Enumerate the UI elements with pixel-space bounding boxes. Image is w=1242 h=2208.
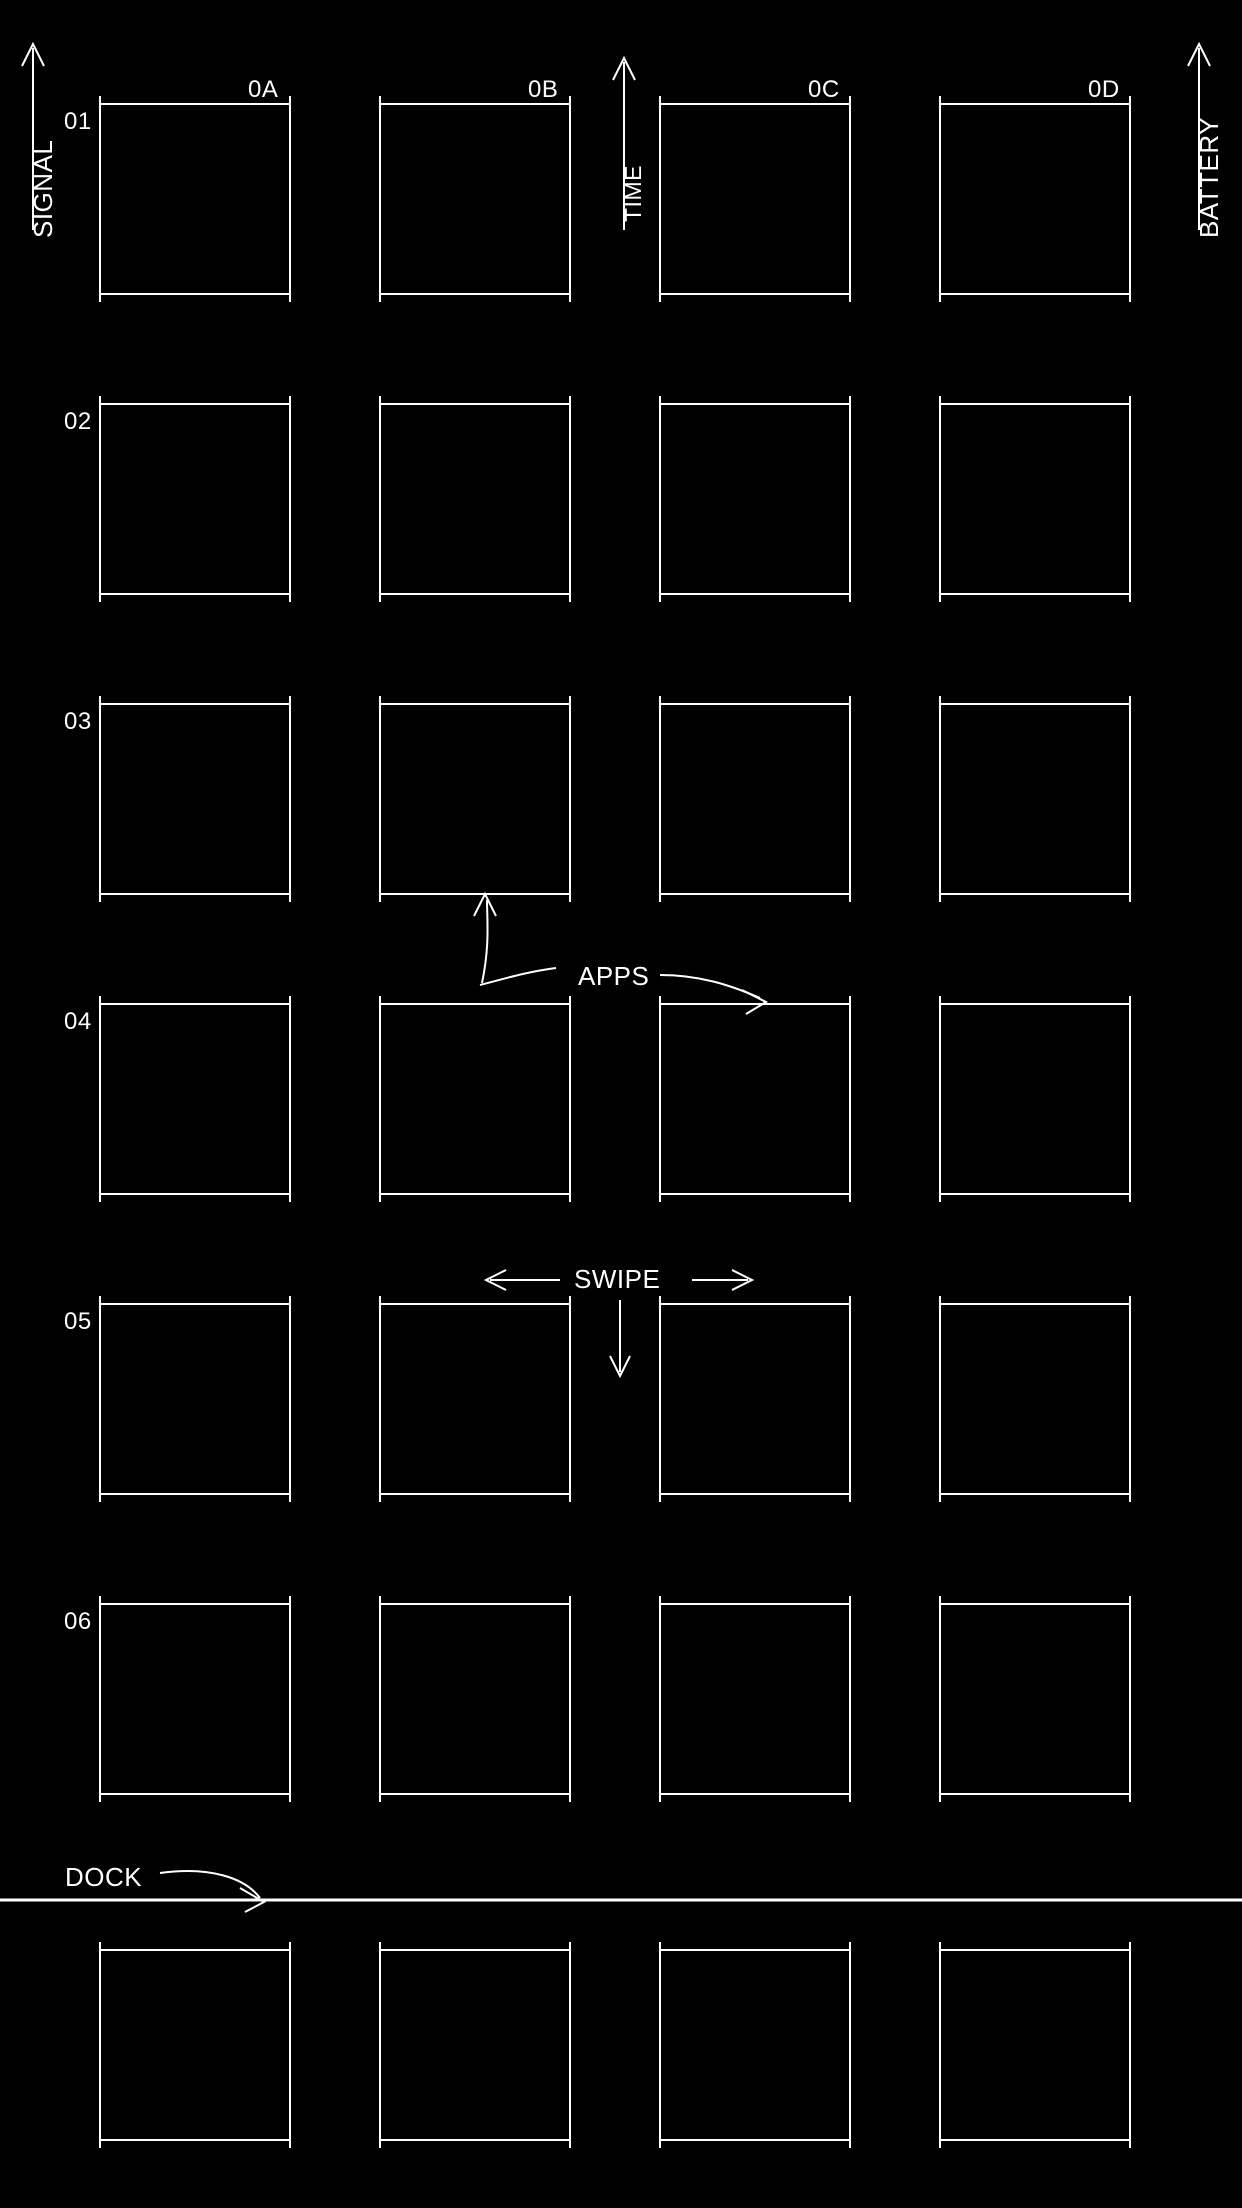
app-slot-03D [940,704,1130,894]
app-slot-06B [380,1604,570,1794]
app-slot-04A [100,1004,290,1194]
app-slot-01C [660,104,850,294]
apps-arrow-left-head [474,894,496,916]
app-slot-05D [940,1304,1130,1494]
row-label-04: 04 [64,1008,92,1035]
dock-slot-3 [660,1950,850,2140]
app-slot-06C [660,1604,850,1794]
dock-slot-4 [940,1950,1130,2140]
app-slot-04B [380,1004,570,1194]
app-slot-03C [660,704,850,894]
app-slot-04D [940,1004,1130,1194]
column-label-0A: 0A [248,76,279,103]
app-slot-03B [380,704,570,894]
dock-annotation-label: DOCK [65,1862,143,1892]
app-slot-02B [380,404,570,594]
time-axis-label: TIME [620,165,646,222]
app-slot-02D [940,404,1130,594]
app-slot-02C [660,404,850,594]
app-slot-01D [940,104,1130,294]
column-label-0D: 0D [1088,76,1120,103]
app-slot-04C [660,1004,850,1194]
app-slot-05B [380,1304,570,1494]
row-label-06: 06 [64,1608,92,1635]
swipe-annotation-label: SWIPE [574,1264,661,1294]
app-slot-01B [380,104,570,294]
row-label-03: 03 [64,708,92,735]
app-slot-05A [100,1304,290,1494]
app-slot-06A [100,1604,290,1794]
dock-slot-1 [100,1950,290,2140]
app-slot-02A [100,404,290,594]
apps-arrow-right-head [742,990,766,1014]
battery-axis-label: BATTERY [1194,116,1224,238]
app-slot-01A [100,104,290,294]
row-label-01: 01 [64,108,92,135]
app-slot-06D [940,1604,1130,1794]
column-label-0B: 0B [528,76,559,103]
dock-slot-2 [380,1950,570,2140]
row-label-02: 02 [64,408,92,435]
row-label-05: 05 [64,1308,92,1335]
apps-arrow-left-line [480,968,556,985]
apps-arrow-right-line [660,975,760,998]
app-slot-03A [100,704,290,894]
column-label-0C: 0C [808,76,840,103]
app-slot-05C [660,1304,850,1494]
apps-annotation-label: APPS [578,961,650,991]
signal-axis-label: SIGNAL [28,139,58,238]
dock-arrow-line [160,1871,260,1898]
